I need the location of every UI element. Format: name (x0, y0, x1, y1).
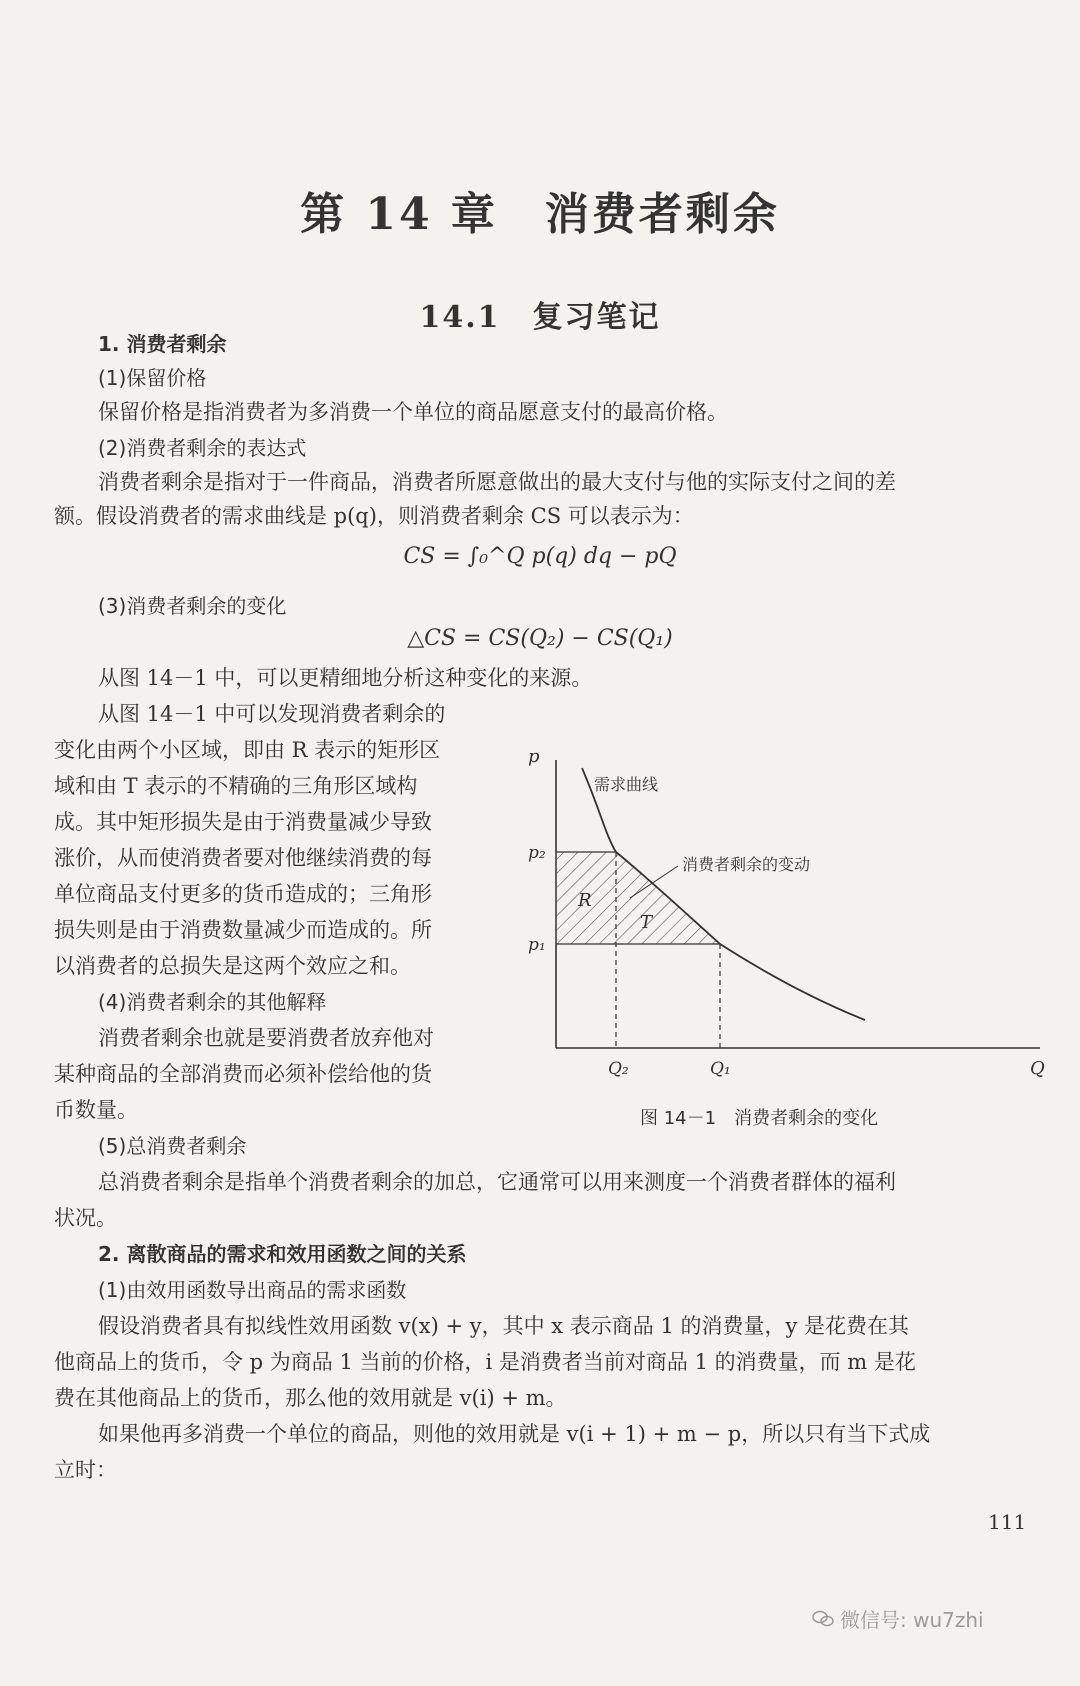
subheading-reservation-price: (1)保留价格 (98, 366, 207, 390)
paragraph-line: 如果他再多消费一个单位的商品，则他的效用就是 v(i + 1) + m − p，所以只有当下式成 (98, 1422, 931, 1446)
y-axis-label: p (528, 746, 540, 767)
heading-discrete-goods: 2. 离散商品的需求和效用函数之间的关系 (98, 1242, 467, 1266)
q1-label: Q₁ (710, 1059, 731, 1079)
subheading-total-surplus: (5)总消费者剩余 (98, 1134, 247, 1158)
subheading-surplus-change: (3)消费者剩余的变化 (98, 594, 287, 618)
x-axis-label: Q (1030, 1058, 1045, 1079)
chapter-title: 第 14 章 消费者剩余 (300, 189, 780, 240)
paragraph-line: 成。其中矩形损失是由于消费量减少导致 (54, 810, 432, 834)
paragraph-line: 单位商品支付更多的货币造成的；三角形 (54, 882, 432, 906)
region-t-label: T (640, 912, 653, 933)
demand-curve-diagram (520, 740, 1080, 1120)
paragraph-line: 某种商品的全部消费而必须补偿给他的货 (54, 1062, 432, 1086)
paragraph-line: 他商品上的货币，令 p 为商品 1 当前的价格，i 是消费者当前对商品 1 的消费量，而 m 是花 (54, 1350, 916, 1374)
paragraph-line: 费在其他商品上的货币，那么他的效用就是 v(i) + m。 (54, 1386, 567, 1410)
paragraph-line: 额。假设消费者的需求曲线是 p(q)，则消费者剩余 CS 可以表示为： (54, 504, 694, 528)
subheading-other-interpretation: (4)消费者剩余的其他解释 (98, 990, 327, 1014)
section-title: 14.1 复习笔记 (419, 300, 661, 335)
paragraph-line: 状况。 (54, 1206, 117, 1230)
figure-consumer-surplus-change (520, 740, 1080, 1120)
heading-consumer-surplus: 1. 消费者剩余 (98, 332, 227, 356)
paragraph-line: 币数量。 (54, 1098, 138, 1122)
paragraph-line: 消费者剩余是指对于一件商品，消费者所愿意做出的最大支付与他的实际支付之间的差 (98, 470, 896, 494)
q2-label: Q₂ (608, 1059, 629, 1079)
paragraph-line: 立时： (54, 1458, 117, 1482)
region-r-label: R (578, 890, 592, 911)
p2-label: p₂ (528, 843, 546, 863)
formula-consumer-surplus: CS = ∫₀^Q p(q) dq − pQ (403, 544, 677, 569)
paragraph-line: 总消费者剩余是指单个消费者剩余的加总，它通常可以用来测度一个消费者群体的福利 (98, 1170, 896, 1194)
paragraph-line: 域和由 T 表示的不精确的三角形区域构 (54, 774, 418, 798)
paragraph-line: 变化由两个小区域，即由 R 表示的矩形区 (54, 738, 441, 762)
formula-surplus-change: △CS = CS(Q₂) − CS(Q₁) (407, 626, 673, 651)
paragraph-line: 假设消费者具有拟线性效用函数 v(x) + y，其中 x 表示商品 1 的消费量，y 是花费在其 (98, 1314, 910, 1338)
subheading-surplus-expression: (2)消费者剩余的表达式 (98, 436, 307, 460)
paragraph-line: 以消费者的总损失是这两个效应之和。 (54, 954, 411, 978)
paragraph-line: 从图 14－1 中，可以更精细地分析这种变化的来源。 (98, 666, 593, 690)
wechat-id-text: 微信号: wu7zhi (840, 1608, 984, 1632)
paragraph-line: 消费者剩余也就是要消费者放弃他对 (98, 1026, 434, 1050)
paragraph-line: 损失则是由于消费数量减少而造成的。所 (54, 918, 432, 942)
paragraph-line: 保留价格是指消费者为多消费一个单位的商品愿意支付的最高价格。 (98, 400, 728, 424)
p1-label: p₁ (528, 935, 546, 955)
wechat-watermark (812, 1604, 984, 1633)
wechat-icon (812, 1610, 834, 1628)
page-number: 111 (988, 1510, 1027, 1534)
surplus-change-label: 消费者剩余的变动 (682, 855, 811, 874)
subheading-derive-demand: (1)由效用函数导出商品的需求函数 (98, 1278, 407, 1302)
demand-curve-label: 需求曲线 (594, 775, 659, 794)
paragraph-line: 从图 14－1 中可以发现消费者剩余的 (98, 702, 446, 726)
paragraph-line: 涨价，从而使消费者要对他继续消费的每 (54, 846, 432, 870)
figure-caption: 图 14－1 消费者剩余的变化 (640, 1108, 879, 1129)
